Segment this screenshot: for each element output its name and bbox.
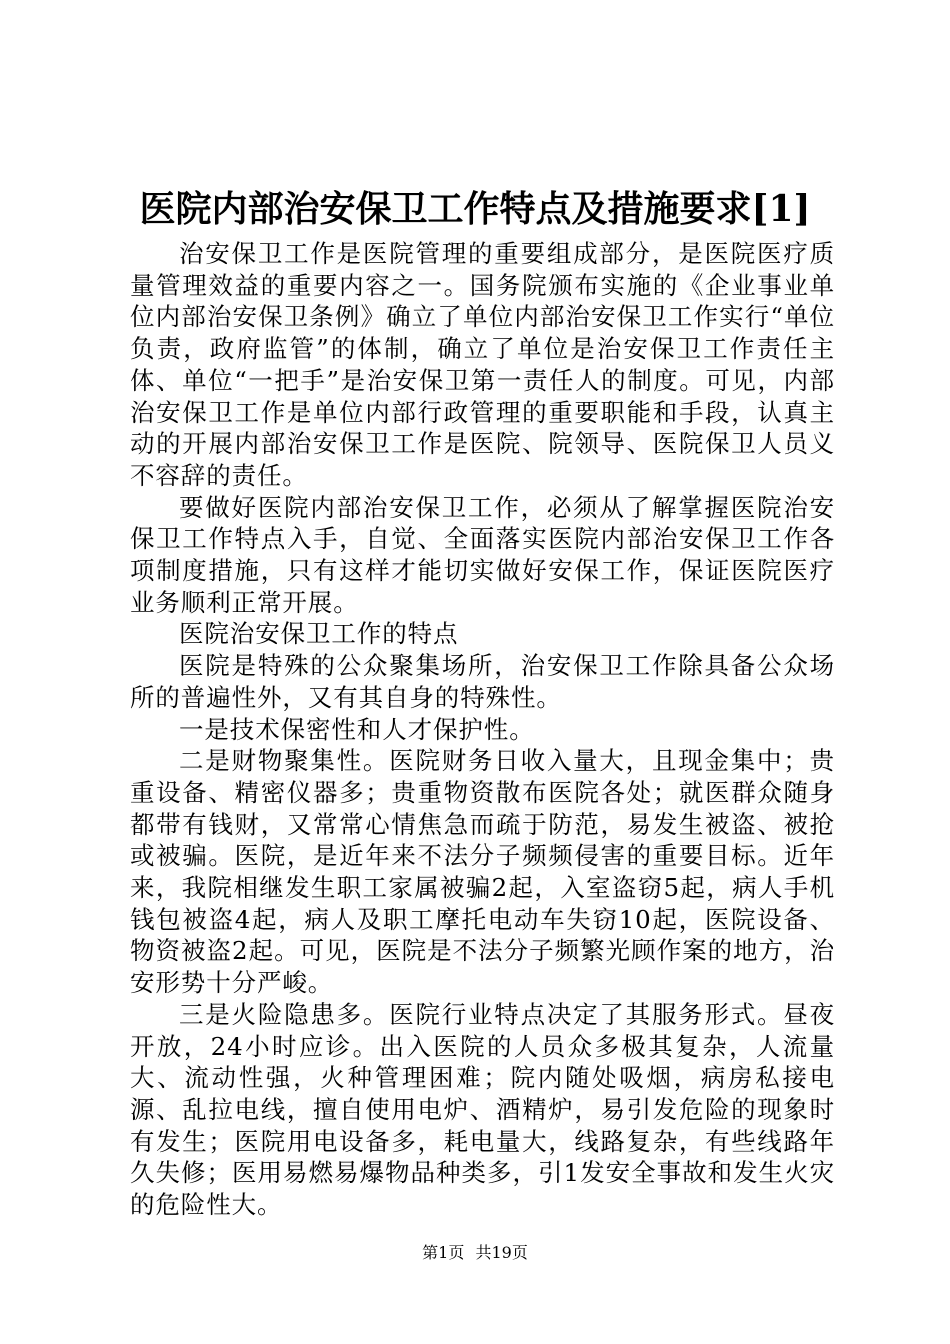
- paragraph-point-one: 一是技术保密性和人才保护性。: [179, 714, 535, 744]
- paragraph-requirement: 要做好医院内部治安保卫工作，必须从了解掌握医院治安保卫工作特点入手，自觉、全面落实医院内部治安保卫工作各项制度措施，只有这样才能切实做好安保工作，保证医院医疗业务顺利正常开展。: [130, 492, 835, 617]
- page-footer: [0, 1242, 950, 1264]
- section-heading-features: 医院治安保卫工作的特点: [179, 619, 459, 649]
- paragraph-special-venue: 医院是特殊的公众聚集场所，治安保卫工作除具备公众场所的普遍性外，又有其自身的特殊性。: [130, 651, 835, 712]
- document-body: [130, 238, 835, 1221]
- paragraph-point-three: 三是火险隐患多。医院行业特点决定了其服务形式。昼夜开放，24小时应诊。出入医院的人员众多极其复杂，人流量大、流动性强，火种管理困难；院内随处吸烟，病房私接电源、乱拉电线，擅自使用电炉、酒精炉，易引发危险的现象时有发生；医院用电设备多，耗电量大，线路复杂，有些线路年久失修；医用易燃易爆物品种类多，引1发安全事故和发生火灾的危险性大。: [130, 999, 835, 1220]
- document-title: 医院内部治安保卫工作特点及措施要求[1]: [139, 188, 811, 230]
- paragraph-intro: 治安保卫工作是医院管理的重要组成部分，是医院医疗质量管理效益的重要内容之一。国务院颁布实施的《企业事业单位内部治安保卫条例》确立了单位内部治安保卫工作实行“单位负责，政府监管”的体制，确立了单位是治安保卫工作责任主体、单位“一把手”是治安保卫第一责任人的制度。可见，内部治安保卫工作是单位内部行政管理的重要职能和手段，认真主动的开展内部治安保卫工作是医院、院领导、医院保卫人员义不容辞的责任。: [130, 239, 835, 490]
- page-total: 共19页: [475, 1243, 528, 1262]
- page-number: 第1页: [422, 1243, 465, 1262]
- paragraph-point-two: 二是财物聚集性。医院财务日收入量大，且现金集中；贵重设备、精密仪器多；贵重物资散布医院各处；就医群众随身都带有钱财，又常常心情焦急而疏于防范，易发生被盗、被抢或被骗。医院，是近年来不法分子频频侵害的重要目标。近年来，我院相继发生职工家属被骗2起，入室盗窃5起，病人手机钱包被盗4起，病人及职工摩托电动车失窃10起，医院设备、物资被盗2起。可见，医院是不法分子频繁光顾作案的地方，治安形势十分严峻。: [130, 746, 835, 998]
